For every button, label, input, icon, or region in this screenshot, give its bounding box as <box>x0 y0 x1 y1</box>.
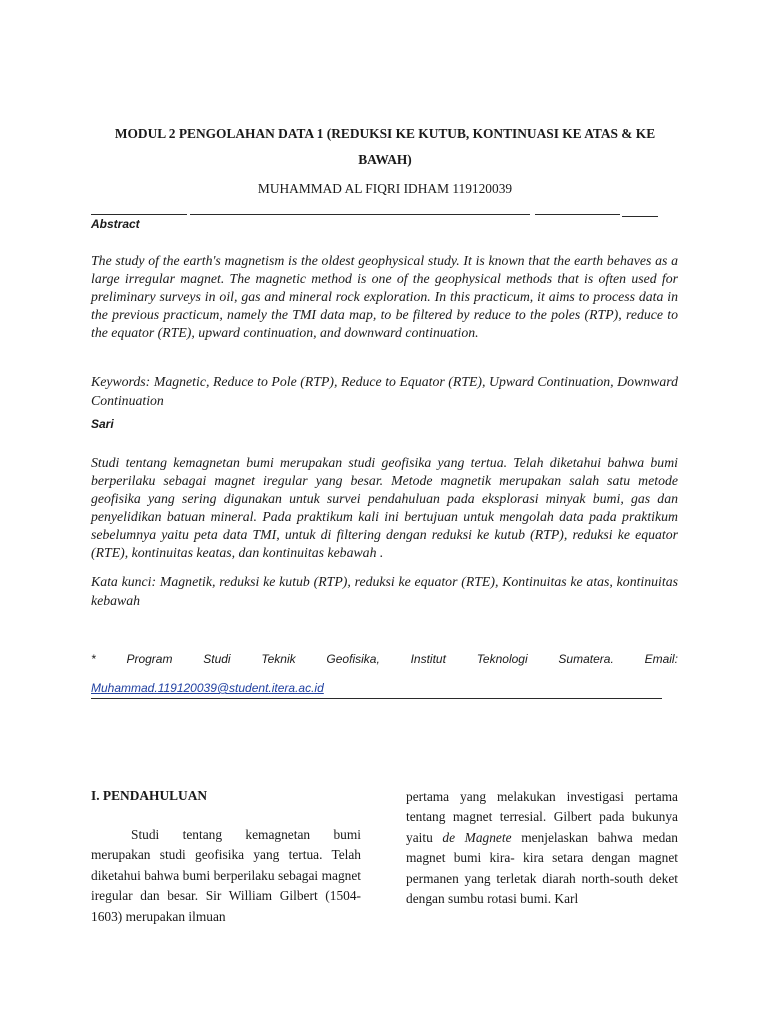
footnote-rule <box>91 698 662 699</box>
affil-word: Institut <box>410 652 446 666</box>
affiliation-line <box>91 652 678 666</box>
abstract-body: The study of the earth's magnetism is the oldest geophysical study. It is known that the earth behaves as a large irregular magnet. The magnetic method is one of the geophysical methods that is often used for preliminary surveys in oil, gas and mineral rock exploration. In this practicum, it aims to process data in the previous practicum, namely the TMI data map, to be filtered by reduce to the poles (RTP), reduce to the equator (RTE), upward continuation, and downward continuation. <box>91 253 678 340</box>
abstract-heading: Abstract <box>91 217 140 231</box>
intro-right-text-b: menjelaskan bahwa medan magnet bumi kira- kira setara dengan magnet permanen yang terletak diarah north-south deket dengan sumbu rotasi bumi. Karl <box>406 829 679 907</box>
affil-word: * <box>91 652 96 666</box>
sari-heading: Sari <box>91 417 114 431</box>
email-link[interactable]: Muhammad.119120039@student.itera.ac.id <box>91 681 324 695</box>
book-title: de Magnete <box>442 829 512 845</box>
divider-rule-1 <box>91 214 187 215</box>
affil-word: Program <box>126 652 173 666</box>
sari-body: Studi tentang kemagnetan bumi merupakan studi geofisika yang tertua. Telah diketahui bahwa bumi berperilaku sebagai magnet iregular yang besar. Metode magnetik merupakan salah satu metode geofisika yang sering digunakan untuk survei pendahuluan pada eksplorasi minyak bumi, gas dan penyelidikan batuan mineral. Pada praktikum kali ini bertujuan untuk mengolah data pada praktikum sebelumnya yaitu peta data TMI, untuk di filtering dengan reduksi ke kutub (RTP), reduksi ke equator (RTE), kontinuitas keatas, dan kontinuitas kebawah . <box>91 455 678 560</box>
divider-rule-4 <box>622 216 658 217</box>
author-line: MUHAMMAD AL FIQRI IDHAM 119120039 <box>257 181 513 196</box>
paper-title: MODUL 2 PENGOLAHAN DATA 1 (REDUKSI KE KUTUB, KONTINUASI KE ATAS & KE BAWAH) <box>114 126 656 167</box>
sari-keywords: Kata kunci: Magnetik, reduksi ke kutub (RTP), reduksi ke equator (RTE), Kontinuitas ke atas, kontinuitas kebawah <box>91 574 678 608</box>
affil-word: Geofisika, <box>326 652 380 666</box>
affil-word: Email: <box>644 652 678 666</box>
affil-word: Studi <box>203 652 231 666</box>
intro-right-text-a: pertama yang melakukan investigasi pertama tentang magnet terresial. Gilbert pada bukunya yaitu <box>406 789 678 845</box>
intro-right-column <box>406 787 678 909</box>
affil-word: Teknik <box>261 652 296 666</box>
affil-word: Teknologi <box>476 652 528 666</box>
divider-rule-2 <box>190 214 530 215</box>
divider-rule-3 <box>535 214 620 215</box>
affil-word: Sumatera. <box>558 652 614 666</box>
section-heading: I. PENDAHULUAN <box>91 788 208 803</box>
abstract-keywords: Keywords: Magnetic, Reduce to Pole (RTP), Reduce to Equator (RTE), Upward Continuation, Downward Continuation <box>91 374 678 408</box>
intro-left-column: Studi tentang kemagnetan bumi merupakan studi geofisika yang tertua. Telah diketahui bahwa bumi berperilaku sebagai magnet iregular dan besar. Sir William Gilbert (1504-1603) merupakan ilmuan <box>91 827 361 924</box>
